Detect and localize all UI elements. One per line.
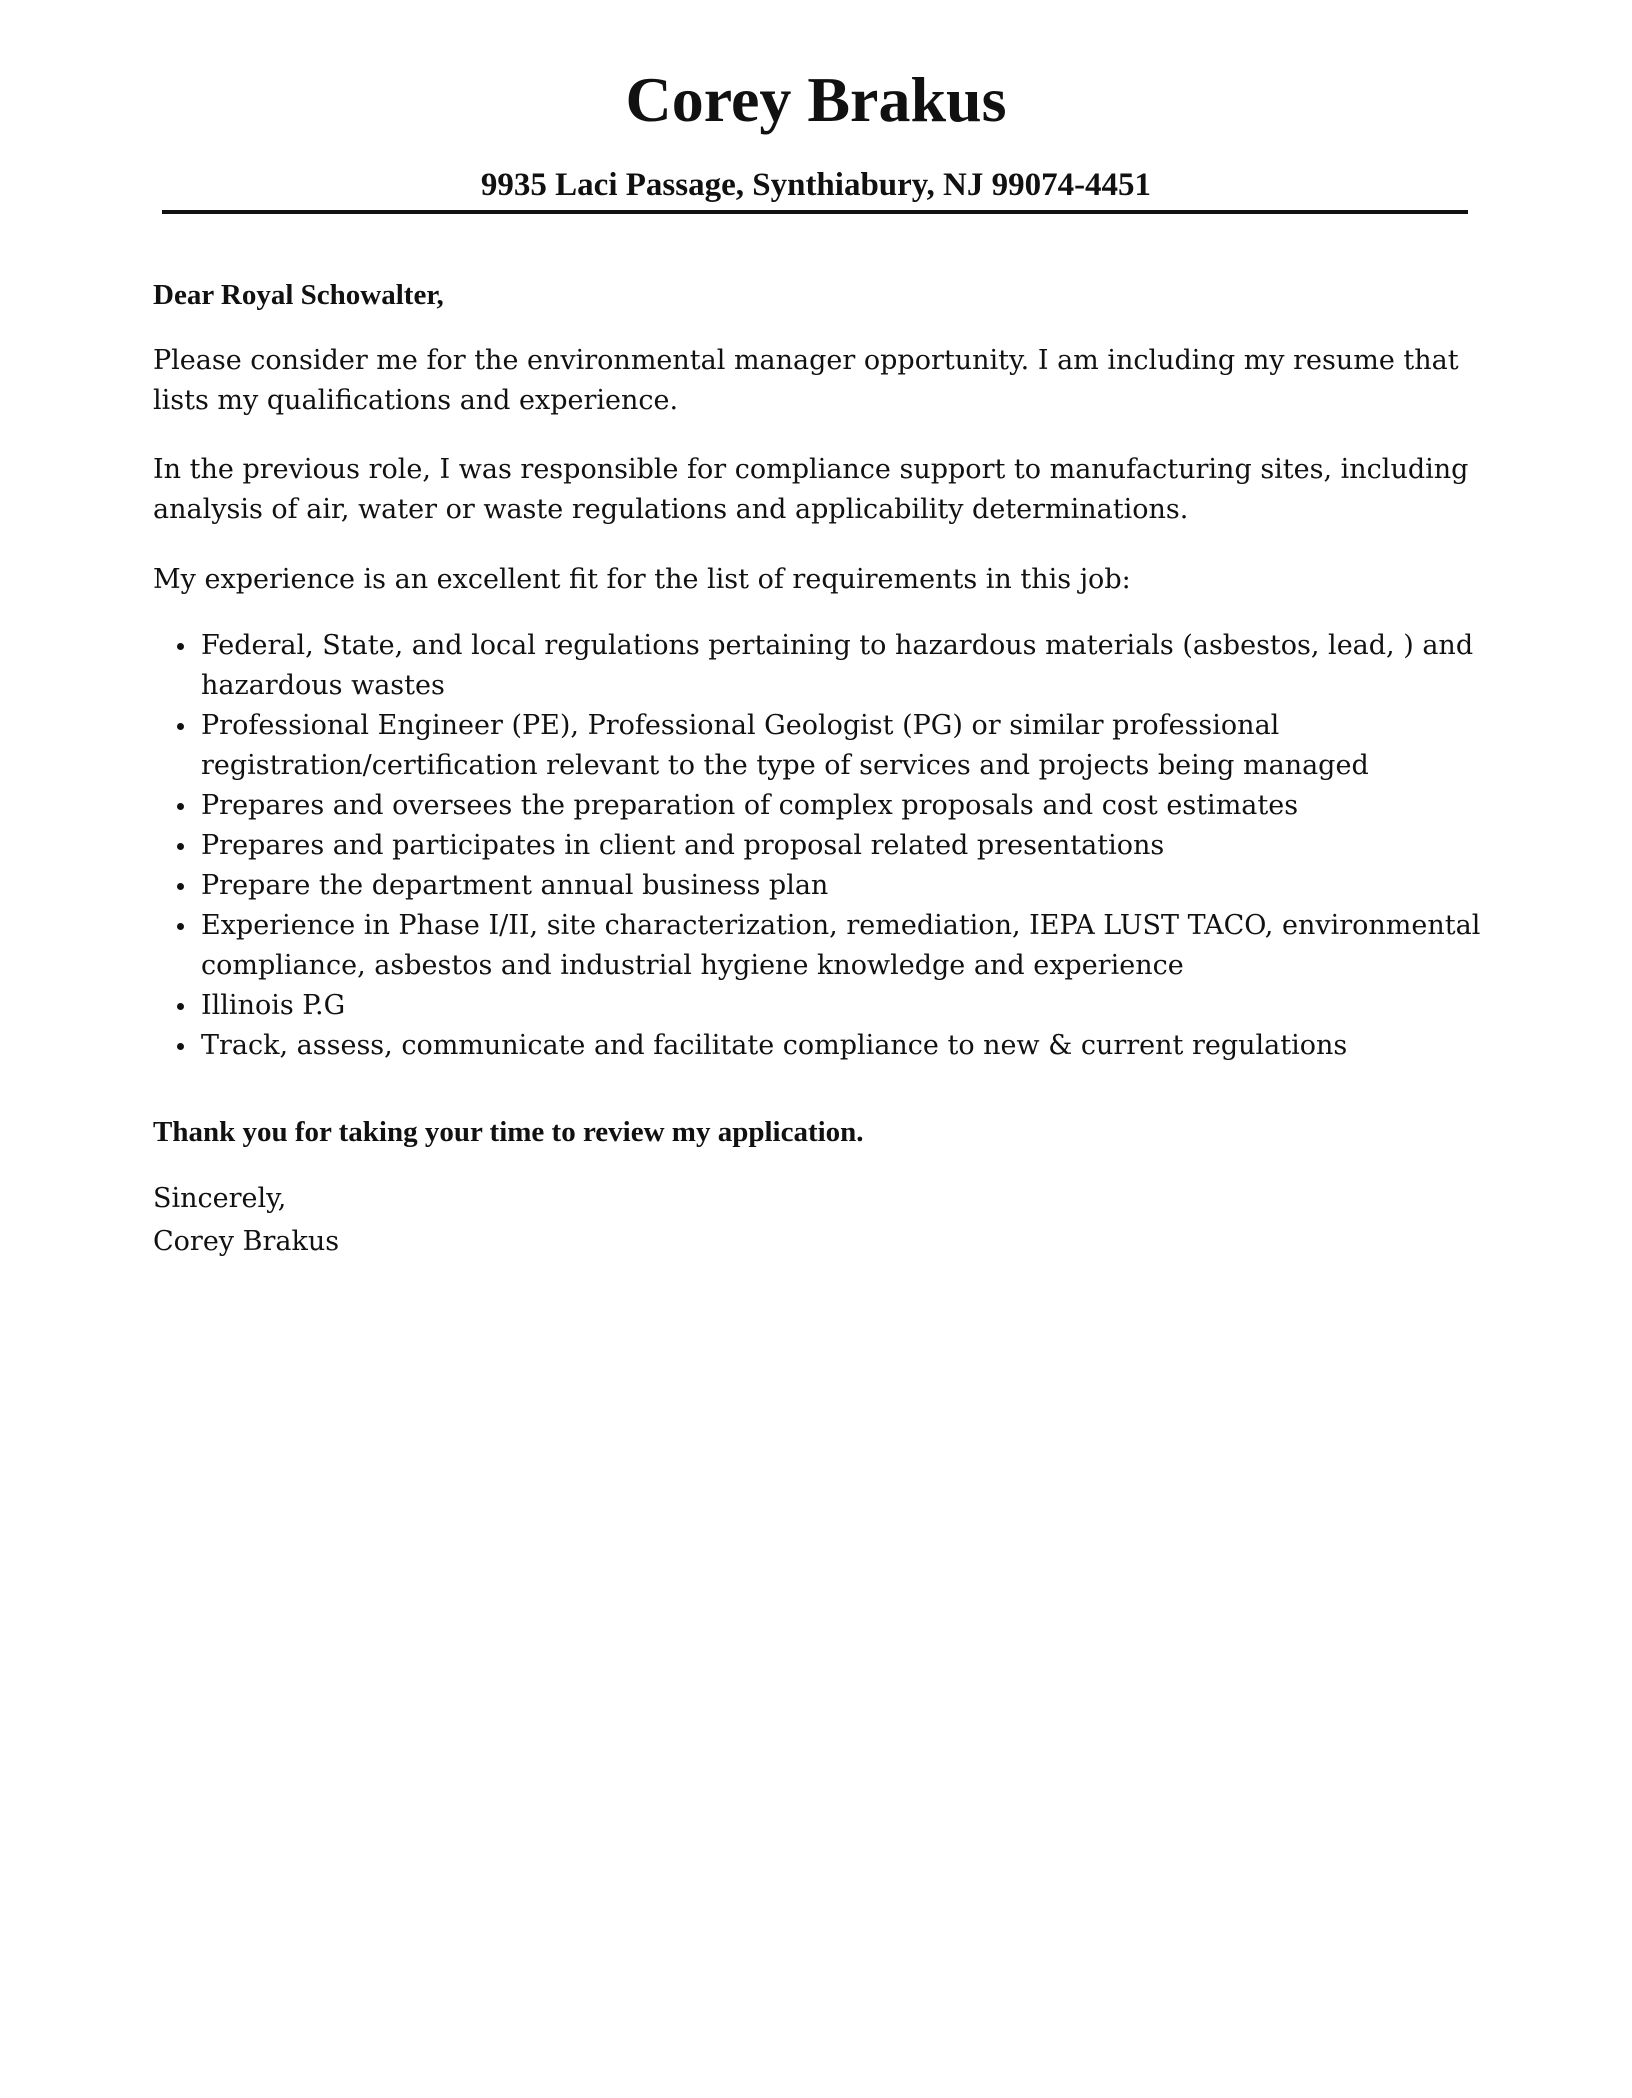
bullet-icon <box>177 643 184 650</box>
bullet-icon <box>177 1003 184 1010</box>
previous-role-paragraph: In the previous role, I was responsible for compliance support to manufacturing sites, including analysis of air, water or waste regulations and applicability determinations. <box>153 454 1469 525</box>
bullet-icon <box>177 723 184 730</box>
list-item-text: Experience in Phase I/II, site characterization, remediation, IEPA LUST TACO, environmental compliance, asbestos and industrial hygiene knowledge and experience <box>201 910 1481 981</box>
thank-you-line: Thank you for taking your time to review my application. <box>153 1116 864 1148</box>
bullet-icon <box>177 923 184 930</box>
closing-block <box>153 1177 339 1263</box>
intro-paragraph: Please consider me for the environmental manager opportunity. I am including my resume that lists my qualifications and experience. <box>153 345 1459 416</box>
applicant-name-heading: Corey Brakus <box>625 64 1007 135</box>
list-item-text: Federal, State, and local regulations pertaining to hazardous materials (asbestos, lead, ) and hazardous wastes <box>201 630 1474 701</box>
list-item-text: Prepares and oversees the preparation of complex proposals and cost estimates <box>201 790 1299 821</box>
list-item-text: Illinois P.G <box>201 990 346 1021</box>
requirements-list <box>153 626 1483 1066</box>
bullet-icon <box>177 843 184 850</box>
list-item <box>153 866 1483 906</box>
bullet-icon <box>177 1043 184 1050</box>
bullet-icon <box>177 883 184 890</box>
list-item-text: Track, assess, communicate and facilitate compliance to new & current regulations <box>201 1030 1348 1061</box>
list-item <box>153 906 1483 986</box>
list-item <box>153 626 1483 706</box>
list-item-text: Professional Engineer (PE), Professional Geologist (PG) or similar professional registration/certification relevant to the type of services and projects being managed <box>201 710 1369 781</box>
salutation: Dear Royal Schowalter, <box>153 279 444 311</box>
applicant-address: 9935 Laci Passage, Synthiabury, NJ 99074-4451 <box>480 167 1152 203</box>
list-item-text: Prepare the department annual business plan <box>201 870 829 901</box>
bullet-icon <box>177 803 184 810</box>
requirements-intro-paragraph: My experience is an excellent fit for the list of requirements in this job: <box>153 564 1131 595</box>
list-item <box>153 826 1483 866</box>
list-item <box>153 986 1483 1026</box>
list-item-text: Prepares and participates in client and proposal related presentations <box>201 830 1165 861</box>
list-item <box>153 786 1483 826</box>
list-item <box>153 1026 1483 1066</box>
signature-name: Corey Brakus <box>153 1226 340 1257</box>
list-item <box>153 706 1483 786</box>
closing-word: Sincerely, <box>153 1183 287 1214</box>
header-divider <box>162 210 1468 214</box>
